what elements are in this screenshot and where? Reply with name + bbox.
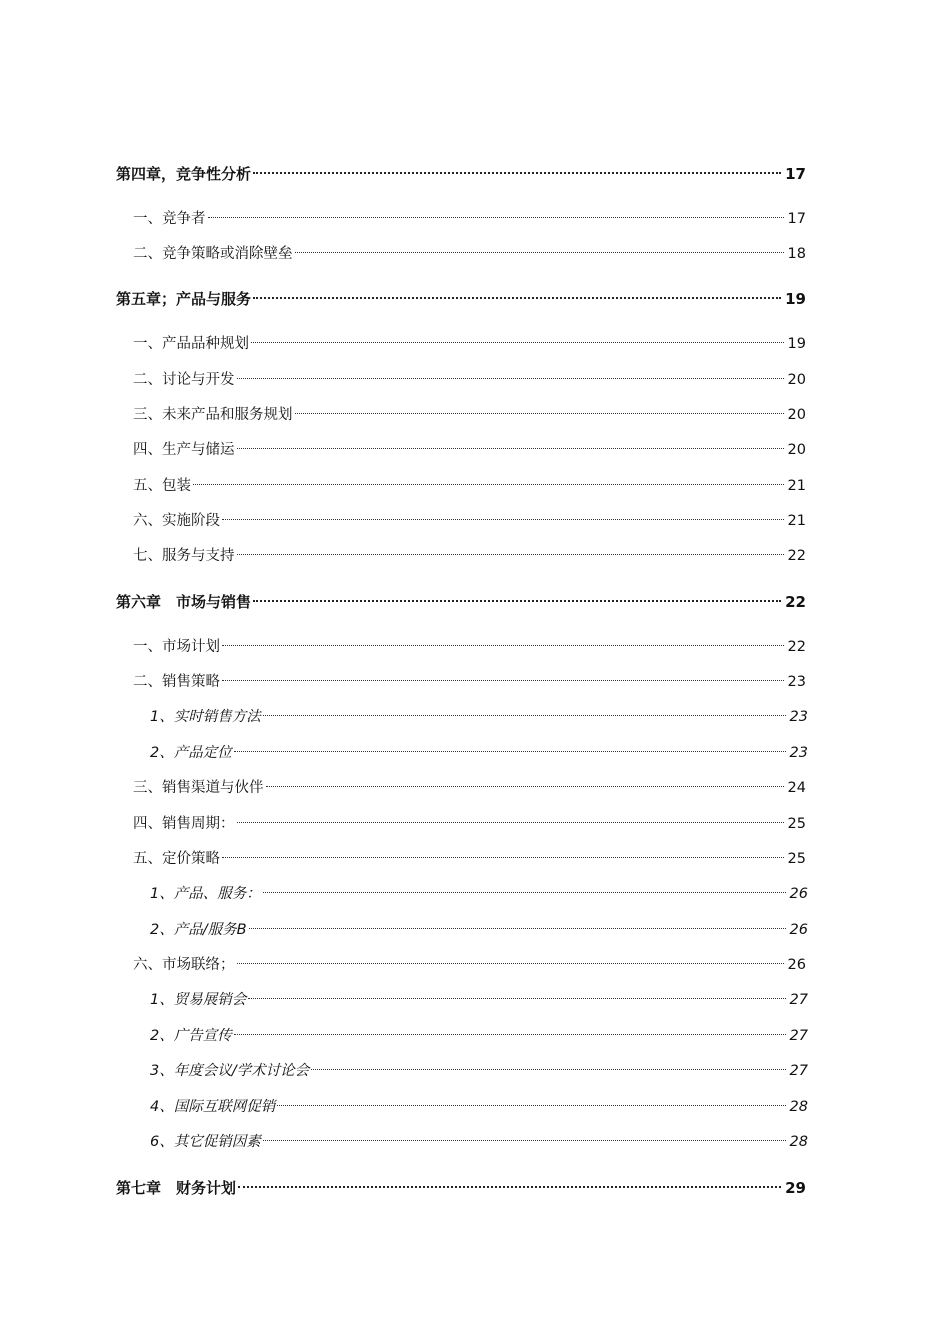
toc-entry-subsection[interactable] (150, 1095, 808, 1119)
toc-entry-title: 二、讨论与开发 (133, 372, 235, 388)
toc-entry-title: 2、广告宣传 (150, 1028, 232, 1044)
toc-entry-subsection[interactable] (150, 918, 808, 942)
dot-leader (237, 378, 784, 379)
toc-entry-section[interactable] (133, 332, 806, 356)
dot-leader (237, 822, 784, 823)
dot-leader (193, 484, 784, 485)
dot-leader (253, 600, 781, 602)
dot-leader (266, 786, 784, 787)
toc-entry-title: 六、市场联络； (133, 957, 235, 973)
dot-leader (238, 1186, 781, 1188)
toc-entry-section[interactable] (133, 368, 806, 392)
toc-entry-page: 24 (787, 780, 806, 796)
toc-entry-subsection[interactable] (150, 705, 808, 729)
dot-leader (222, 519, 784, 520)
toc-entry-title: 一、市场计划 (133, 639, 220, 655)
toc-entry-page: 28 (789, 1099, 808, 1115)
dot-leader (248, 998, 785, 999)
toc-entry-section[interactable] (133, 438, 806, 462)
toc-entry-title: 2、产品定位 (150, 745, 232, 761)
toc-entry-title: 1、贸易展销会 (150, 992, 247, 1008)
toc-entry-section[interactable] (133, 403, 806, 427)
toc-entry-page: 19 (785, 290, 806, 308)
dot-leader (222, 680, 784, 681)
dot-leader (277, 1105, 785, 1106)
toc-entry-page: 22 (785, 593, 806, 611)
toc-entry-page: 22 (787, 639, 806, 655)
dot-leader (234, 751, 786, 752)
toc-entry-chapter-6[interactable] (116, 590, 806, 614)
toc-entry-page: 26 (789, 886, 808, 902)
toc-entry-subsection[interactable] (150, 988, 808, 1012)
toc-entry-page: 20 (787, 372, 806, 388)
toc-entry-title: 二、竞争策略或消除壁垒 (133, 246, 293, 262)
toc-entry-title: 1、实时销售方法 (150, 709, 261, 725)
toc-entry-page: 25 (787, 851, 806, 867)
dot-leader (251, 342, 784, 343)
toc-entry-page: 28 (789, 1134, 808, 1150)
toc-entry-title: 三、未来产品和服务规划 (133, 407, 293, 423)
toc-entry-section[interactable] (133, 474, 806, 498)
dot-leader (263, 1140, 786, 1141)
dot-leader (237, 554, 784, 555)
toc-entry-section[interactable] (133, 635, 806, 659)
toc-entry-page: 22 (787, 548, 806, 564)
dot-leader (237, 448, 784, 449)
toc-entry-page: 26 (789, 922, 808, 938)
toc-entry-page: 29 (785, 1179, 806, 1197)
toc-entry-page: 26 (787, 957, 806, 973)
toc-entry-title: 四、销售周期： (133, 816, 235, 832)
toc-entry-section[interactable] (133, 242, 806, 266)
toc-entry-page: 27 (789, 992, 808, 1008)
toc-entry-page: 21 (787, 478, 806, 494)
dot-leader (222, 857, 784, 858)
toc-entry-subsection[interactable] (150, 882, 808, 906)
toc-entry-title: 第六章 市场与销售 (116, 593, 252, 611)
toc-entry-title: 一、竞争者 (133, 211, 206, 227)
dot-leader (222, 645, 784, 646)
toc-entry-page: 27 (789, 1063, 808, 1079)
dot-leader (249, 928, 786, 929)
dot-leader (237, 963, 784, 964)
toc-entry-page: 27 (789, 1028, 808, 1044)
toc-entry-page: 20 (787, 442, 806, 458)
toc-entry-title: 三、销售渠道与伙伴 (133, 780, 264, 796)
toc-entry-title: 四、生产与储运 (133, 442, 235, 458)
toc-entry-page: 23 (789, 745, 808, 761)
toc-entry-title: 第四章，竞争性分析 (116, 165, 252, 183)
dot-leader (253, 297, 781, 299)
dot-leader (263, 715, 786, 716)
toc-entry-subsection[interactable] (150, 741, 808, 765)
toc-entry-title: 2、产品/服务B (150, 922, 247, 938)
toc-entry-page: 19 (787, 336, 806, 352)
toc-entry-section[interactable] (133, 670, 806, 694)
toc-entry-title: 6、其它促销因素 (150, 1134, 261, 1150)
toc-entry-section[interactable] (133, 544, 806, 568)
toc-entry-section[interactable] (133, 953, 806, 977)
toc-entry-subsection[interactable] (150, 1130, 808, 1154)
toc-entry-subsection[interactable] (150, 1024, 808, 1048)
dot-leader (295, 252, 784, 253)
toc-entry-page: 25 (787, 816, 806, 832)
toc-entry-title: 4、国际互联网促销 (150, 1099, 276, 1115)
toc-entry-title: 六、实施阶段 (133, 513, 220, 529)
toc-entry-title: 第五章；产品与服务 (116, 290, 252, 308)
toc-entry-title: 五、包装 (133, 478, 191, 494)
toc-entry-subsection[interactable] (150, 1059, 808, 1083)
toc-entry-title: 七、服务与支持 (133, 548, 235, 564)
toc-entry-chapter-4[interactable] (116, 162, 806, 186)
toc-entry-title: 第七章 财务计划 (116, 1179, 237, 1197)
toc-entry-page: 20 (787, 407, 806, 423)
toc-entry-section[interactable] (133, 509, 806, 533)
dot-leader (295, 413, 784, 414)
toc-entry-page: 23 (787, 674, 806, 690)
toc-entry-page: 23 (789, 709, 808, 725)
toc-entry-chapter-5[interactable] (116, 287, 806, 311)
toc-entry-page: 21 (787, 513, 806, 529)
toc-entry-page: 17 (787, 211, 806, 227)
toc-entry-section[interactable] (133, 847, 806, 871)
toc-entry-section[interactable] (133, 776, 806, 800)
toc-entry-title: 3、年度会议/学术讨论会 (150, 1063, 310, 1079)
toc-entry-title: 一、产品品种规划 (133, 336, 249, 352)
dot-leader (208, 217, 784, 218)
dot-leader (263, 892, 786, 893)
toc-entry-title: 五、定价策略 (133, 851, 220, 867)
dot-leader (311, 1069, 785, 1070)
toc-entry-title: 二、销售策略 (133, 674, 220, 690)
toc-entry-section[interactable] (133, 207, 806, 231)
toc-entry-title: 1、产品、服务： (150, 886, 261, 902)
toc-entry-section[interactable] (133, 812, 806, 836)
dot-leader (234, 1034, 786, 1035)
toc-entry-chapter-7[interactable] (116, 1176, 806, 1200)
toc-entry-page: 18 (787, 246, 806, 262)
toc-entry-page: 17 (785, 165, 806, 183)
dot-leader (253, 172, 781, 174)
